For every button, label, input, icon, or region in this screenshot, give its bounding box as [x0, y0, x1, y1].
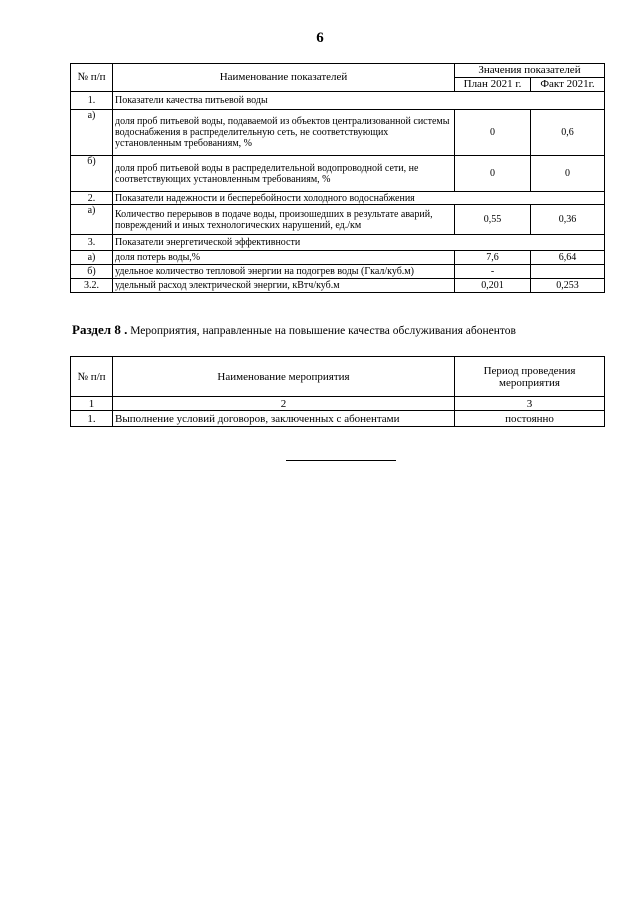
table-row [71, 110, 605, 156]
section-heading: Показатели надежности и бесперебойности холодного водоснабжения [113, 192, 605, 205]
section-heading: Показатели качества питьевой воды [113, 92, 605, 110]
row-num: 2. [71, 192, 113, 205]
row-name: удельный расход электрической энергии, кВтч/куб.м [113, 279, 455, 293]
header-plan: План 2021 г. [455, 78, 531, 92]
page-number: 6 [316, 30, 324, 46]
table-row [71, 205, 605, 235]
header-period: Период проведения мероприятия [455, 357, 605, 397]
measures-table [70, 356, 605, 427]
table-row [71, 156, 605, 192]
table-row [71, 92, 605, 110]
row-fact: 0,36 [531, 205, 605, 235]
row-name: доля потерь воды,% [113, 251, 455, 265]
table-row [71, 411, 605, 427]
row-plan: 7,6 [455, 251, 531, 265]
row-num: 1. [71, 411, 113, 427]
table-row [71, 279, 605, 293]
section-8-text: Мероприятия, направленные на повышение качества обслуживания абонентов [127, 325, 516, 337]
section-heading: Показатели энергетической эффективности [113, 235, 605, 251]
row-num: 3. [71, 235, 113, 251]
end-rule [286, 460, 396, 461]
table-row [71, 192, 605, 205]
header-name: Наименование мероприятия [113, 357, 455, 397]
table-row [71, 265, 605, 279]
header-num: № п/п [71, 64, 113, 92]
row-num: а) [71, 110, 113, 156]
row-num: а) [71, 251, 113, 265]
header-name: Наименование показателей [113, 64, 455, 92]
table-row [71, 397, 605, 411]
index-cell: 2 [113, 397, 455, 411]
row-plan: 0 [455, 156, 531, 192]
row-num: б) [71, 265, 113, 279]
row-fact: 0,6 [531, 110, 605, 156]
row-plan: 0 [455, 110, 531, 156]
header-values: Значения показателей [455, 64, 605, 78]
row-name: доля проб питьевой воды, подаваемой из объектов централизованной системы водоснабжения в распределительную сеть, не соответствующих установленным требованиям, % [113, 110, 455, 156]
row-fact: 6,64 [531, 251, 605, 265]
row-fact: 0,253 [531, 279, 605, 293]
index-cell: 3 [455, 397, 605, 411]
row-name: удельное количество тепловой энергии на подогрев воды (Гкал/куб.м) [113, 265, 455, 279]
row-num: 1. [71, 92, 113, 110]
row-fact [531, 265, 605, 279]
row-name: Количество перерывов в подаче воды, произошедших в результате аварий, повреждений и иных технологических нарушений, ед./км [113, 205, 455, 235]
row-num: а) [71, 205, 113, 235]
row-plan: 0,201 [455, 279, 531, 293]
row-fact: 0 [531, 156, 605, 192]
index-cell: 1 [71, 397, 113, 411]
header-num: № п/п [71, 357, 113, 397]
indicators-table [70, 63, 605, 293]
table-row [71, 235, 605, 251]
row-period: постоянно [455, 411, 605, 427]
row-name: Выполнение условий договоров, заключенных с абонентами [113, 411, 455, 427]
section-8-label: Раздел 8 . [72, 322, 128, 337]
row-num: б) [71, 156, 113, 192]
row-num: 3.2. [71, 279, 113, 293]
row-name: доля проб питьевой воды в распределительной водопроводной сети, не соответствующих установленным требованиям, % [113, 156, 455, 192]
table-row [71, 251, 605, 265]
row-plan: - [455, 265, 531, 279]
header-fact: Факт 2021г. [531, 78, 605, 92]
row-plan: 0,55 [455, 205, 531, 235]
section-8-title [72, 322, 516, 338]
